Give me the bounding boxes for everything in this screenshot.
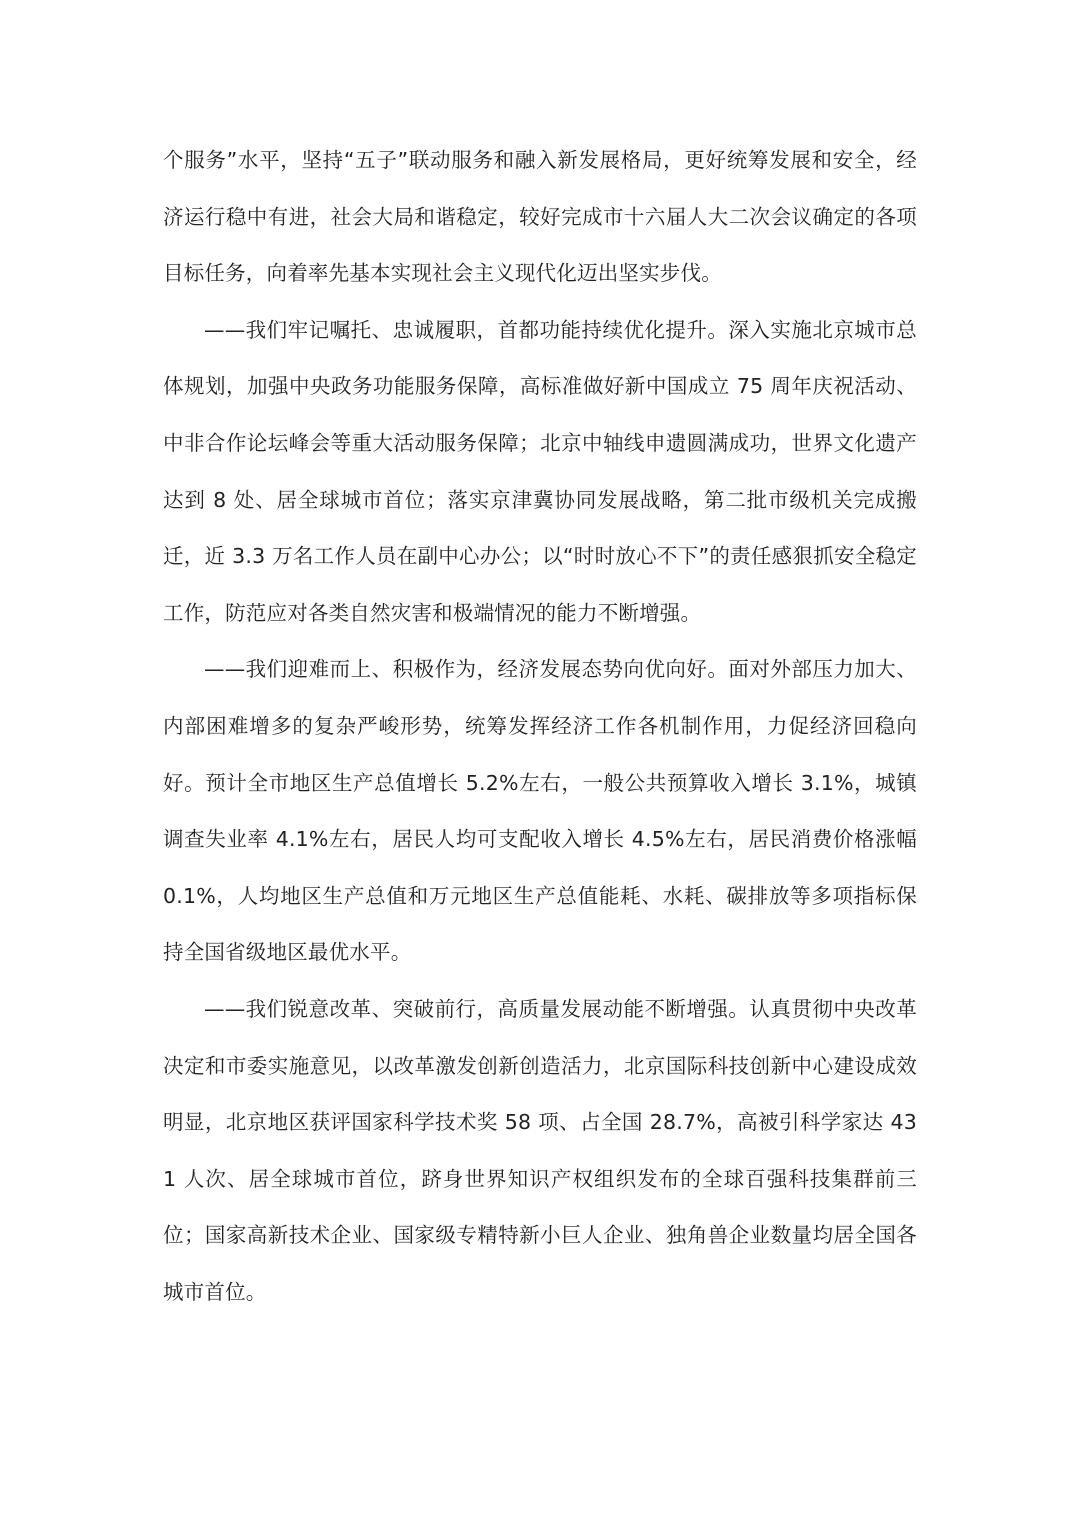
paragraph-capital-functions: ——我们牢记嘱托、忠诚履职，首都功能持续优化提升。深入实施北京城市总体规划，加强中央政务功能服务保障，高标准做好新中国成立 75 周年庆祝活动、中非合作论坛峰会等重大活动服务保障；北京中轴线申遗圆满成功，世界文化遗产达到 8 处、居全球城市首位；落实京津冀协同发展战略，第二批市级机关完成搬迁，近 3.3 万名工作人员在副中心办公；以“时时放心不下”的责任感狠抓安全稳定工作，防范应对各类自然灾害和极端情况的能力不断增强。 [163, 317, 917, 625]
paragraph-economic-development: ——我们迎难而上、积极作为，经济发展态势向优向好。面对外部压力加大、内部困难增多的复杂严峻形势，统筹发挥经济工作各机制作用，力促经济回稳向好。预计全市地区生产总值增长 5.2%左右，一般公共预算收入增长 3.1%，城镇调查失业率 4.1%左右，居民人均可支配收入增长 4.5%左右，居民消费价格涨幅 0.1%，人均地区生产总值和万元地区生产总值能耗、水耗、碳排放等多项指标保持全国省级地区最优水平。 [163, 657, 917, 965]
paragraph-continuation: 个服务”水平，坚持“五子”联动服务和融入新发展格局，更好统筹发展和安全，经济运行稳中有进，社会大局和谐稳定，较好完成市十六届人大二次会议确定的各项目标任务，向着率先基本实现社会主义现代化迈出坚实步伐。 [163, 148, 917, 286]
paragraph-reform-innovation: ——我们锐意改革、突破前行，高质量发展动能不断增强。认真贯彻中央改革决定和市委实施意见，以改革激发创新创造活力，北京国际科技创新中心建设成效明显，北京地区获评国家科学技术奖 58 项、占全国 28.7%，高被引科学家达 431 人次、居全球城市首位，跻身世界知识产权组织发布的全球百强科技集群前三位；国家高新技术企业、国家级专精特新小巨人企业、独角兽企业数量均居全国各城市首位。 [163, 996, 917, 1304]
document-body [163, 132, 917, 1320]
